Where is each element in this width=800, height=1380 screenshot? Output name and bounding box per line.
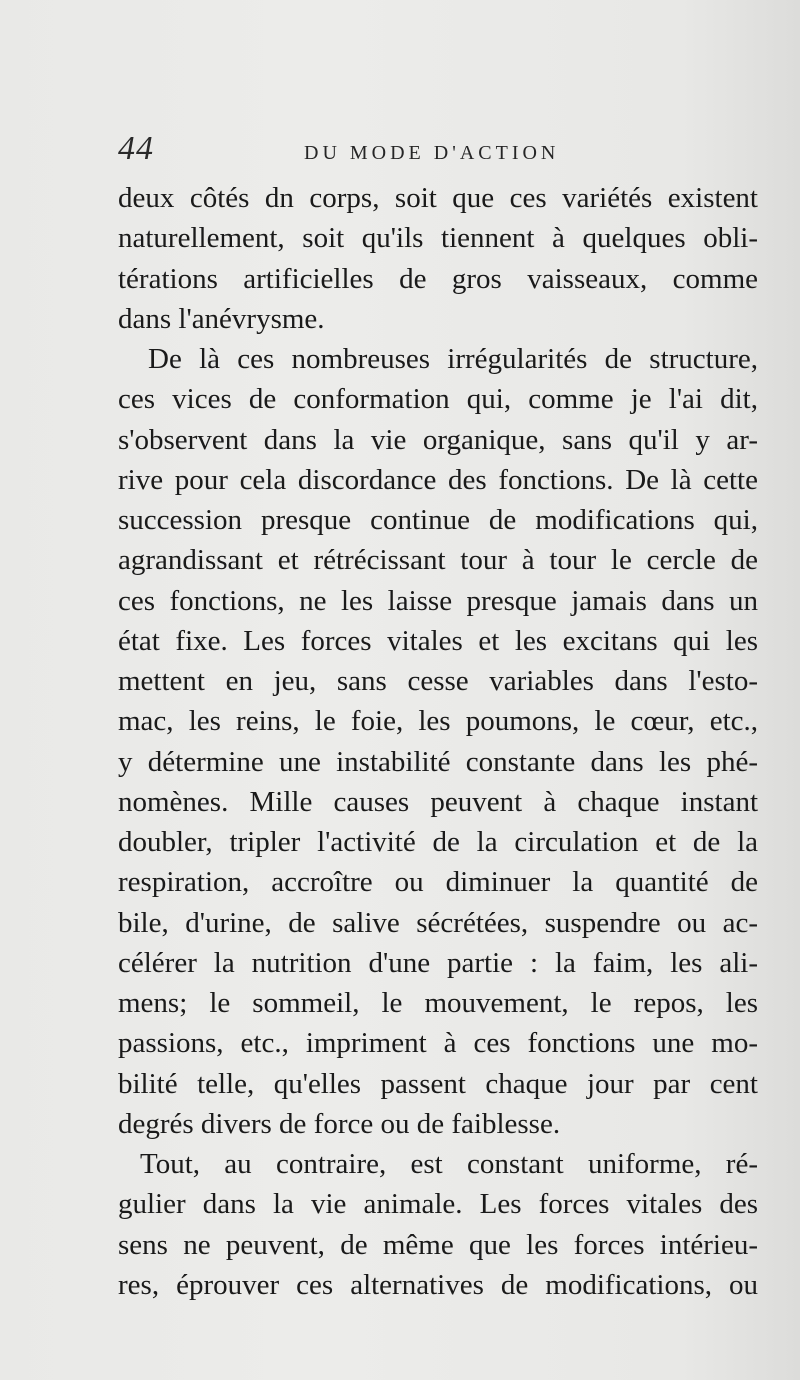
text-line: rive pour cela discordance des fonctions. De là cette [118, 463, 758, 496]
text-line: naturellement, soit qu'ils tiennent à quelques obli- [118, 222, 758, 255]
text-line: deux côtés dn corps, soit que ces variétés existent [118, 182, 758, 214]
text-line: mettent en jeu, sans cesse variables dans l'esto- [118, 665, 758, 697]
running-head: DU MODE D'ACTION [304, 142, 560, 164]
text-line: dans l'anévrysme. [118, 302, 325, 335]
text-line: degrés divers de force ou de faiblesse. [118, 1107, 561, 1140]
text-line: mens; le sommeil, le mouvement, le repos, les [118, 987, 758, 1019]
paragraph-first-line: De là ces nombreuses irrégularités de structure, [148, 343, 758, 375]
text-line: y détermine une instabilité constante dans les phé- [118, 745, 758, 778]
text-line: passions, etc., impriment à ces fonctions une mo- [118, 1027, 758, 1060]
text-line: bile, d'urine, de salive sécrétées, suspendre ou ac- [118, 906, 758, 939]
text-line: mac, les reins, le foie, les poumons, le cœur, etc., [118, 705, 758, 738]
text-line: gulier dans la vie animale. Les forces vitales des [118, 1188, 758, 1221]
text-line: térations artificielles de gros vaisseaux, comme [118, 262, 758, 295]
paragraph-first-line: Tout, au contraire, est constant uniforme, ré- [140, 1148, 758, 1180]
text-line: succession presque continue de modifications qui, [118, 504, 758, 536]
text-line: célérer la nutrition d'une partie : la faim, les ali- [118, 946, 758, 979]
text-line: ces vices de conformation qui, comme je l'ai dit, [118, 383, 758, 416]
text-line: ces fonctions, ne les laisse presque jamais dans un [118, 584, 758, 617]
text-line: état fixe. Les forces vitales et les excitans qui les [118, 624, 758, 657]
page-header [118, 132, 758, 172]
text-line: res, éprouver ces alternatives de modifications, ou [118, 1268, 758, 1301]
text-line: nomènes. Mille causes peuvent à chaque instant [118, 785, 758, 818]
text-line: s'observent dans la vie organique, sans qu'il y ar- [118, 423, 758, 456]
text-line: bilité telle, qu'elles passent chaque jour par cent [118, 1067, 758, 1100]
body-text [118, 178, 758, 1305]
text-line: sens ne peuvent, de même que les forces intérieu- [118, 1228, 758, 1261]
text-line: doubler, tripler l'activité de la circulation et de la [118, 826, 758, 858]
text-line: respiration, accroître ou diminuer la quantité de [118, 866, 758, 899]
page-number: 44 [118, 130, 154, 167]
text-line: agrandissant et rétrécissant tour à tour le cercle de [118, 544, 758, 577]
